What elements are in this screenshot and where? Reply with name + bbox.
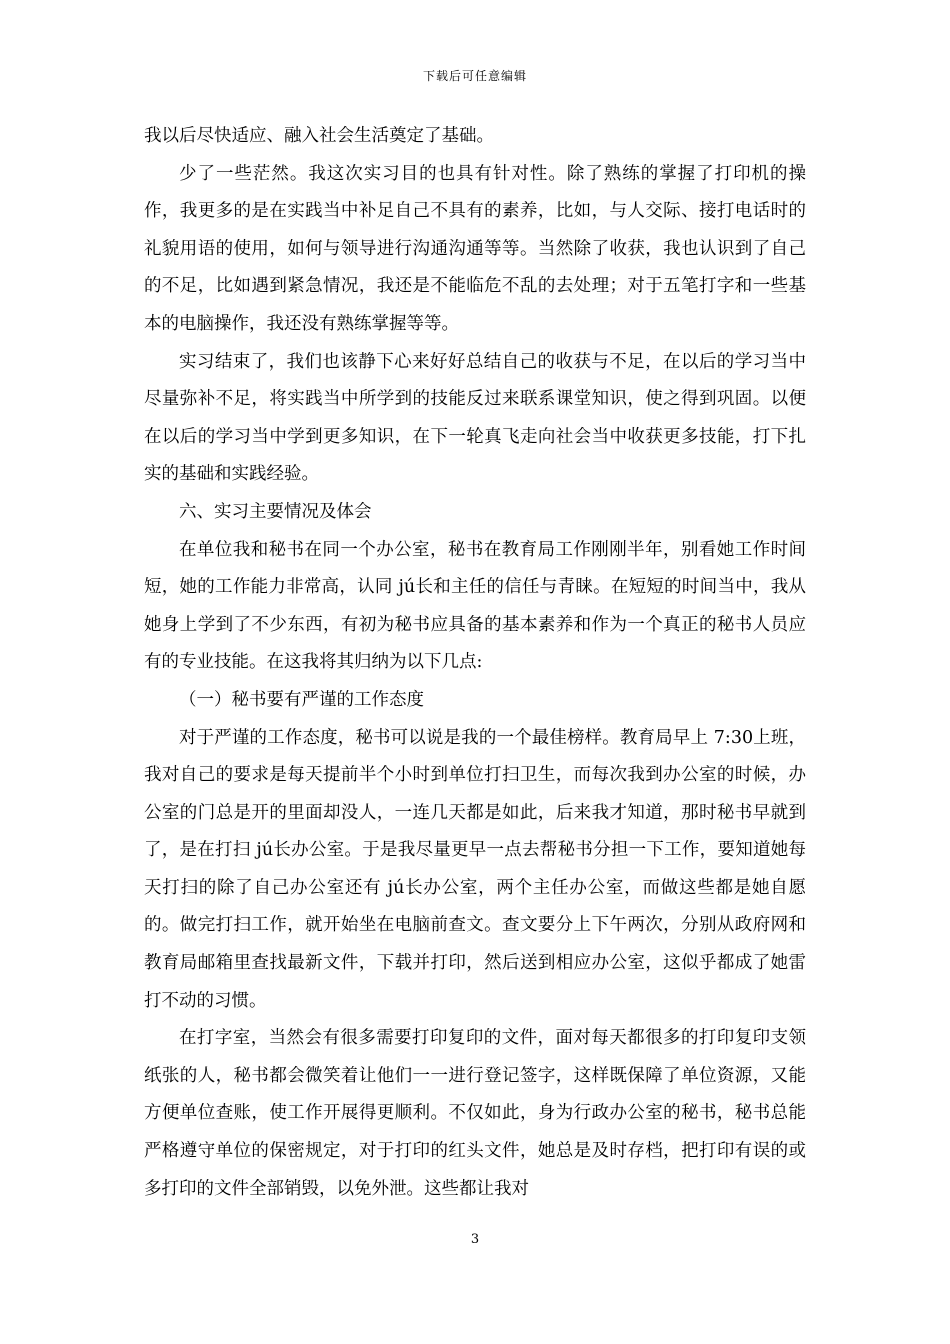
paragraph: 在打字室，当然会有很多需要打印复印的文件，面对每天都很多的打印复印支领纸张的人，秘书都会微笑着让他们一一进行登记签字，这样既保障了单位资源，又能方便单位查账，使工作开展得更顺利。不仅如此，身为行政办公室的秘书，秘书总能严格遵守单位的保密规定，对于打印的红头文件，她总是及时存档，把打印有误的或多打印的文件全部销毁，以免外泄。这些都让我对 (144, 1028, 806, 1199)
paragraph: 我以后尽快适应、融入社会生活奠定了基础。 (144, 126, 494, 146)
paragraph: 少了一些茫然。我这次实习目的也具有针对性。除了熟练的掌握了打印机的操作，我更多的是在实践当中补足自己不具有的素养，比如，与人交际、接打电话时的礼貌用语的使用，如何与领导进行沟通沟通等等。当然除了收获，我也认识到了自己的不足，比如遇到紧急情况，我还是不能临危不乱的去处理；对于五笔打字和一些基本的电脑操作，我还没有熟练掌握等等。 (144, 163, 806, 334)
page-header: 下载后可任意编辑 (422, 69, 527, 83)
section-heading: 六、实习主要情况及体会 (179, 501, 372, 522)
paragraph: 对于严谨的工作态度，秘书可以说是我的一个最佳榜样。教育局早上 7:30上班，我对自己的要求是每天提前半个小时到单位打扫卫生，而每次我到办公室的时候，办公室的门总是开的里面却没人，一连几天都是如此，后来我才知道，那时秘书早就到了，是在打扫 jú长办公室。于是我尽量更早一点去帮秘书分担一下工作，要知道她每天打扫的除了自己办公室还有 jú长办公室，两个主任办公室，而做这些都是她自愿的。做完打扫工作，就开始坐在电脑前查文。查文要分上下午两次，分别从政府网和教育局邮箱里查找最新文件，下载并打印，然后送到相应办公室，这似乎都成了她雷打不动的习惯。 (144, 727, 806, 1011)
body-text (144, 118, 806, 1208)
paragraph: 实习结束了，我们也该静下心来好好总结自己的收获与不足，在以后的学习当中尽量弥补不足，将实践当中所学到的技能反过来联系课堂知识，使之得到巩固。以便在以后的学习当中学到更多知识，在下一轮真飞走向社会当中收获更多技能，打下扎实的基础和实践经验。 (144, 351, 806, 485)
paragraph: 在单位我和秘书在同一个办公室，秘书在教育局工作刚刚半年，别看她工作时间短，她的工作能力非常高，认同 jú长和主任的信任与青睐。在短短的时间当中，我从她身上学到了不少东西，有初为秘书应具备的基本素养和作为一个真正的秘书人员应有的专业技能。在这我将其归纳为以下几点: (144, 539, 806, 673)
page-number: 3 (470, 1232, 480, 1247)
subsection-heading: （一）秘书要有严谨的工作态度 (179, 689, 424, 710)
